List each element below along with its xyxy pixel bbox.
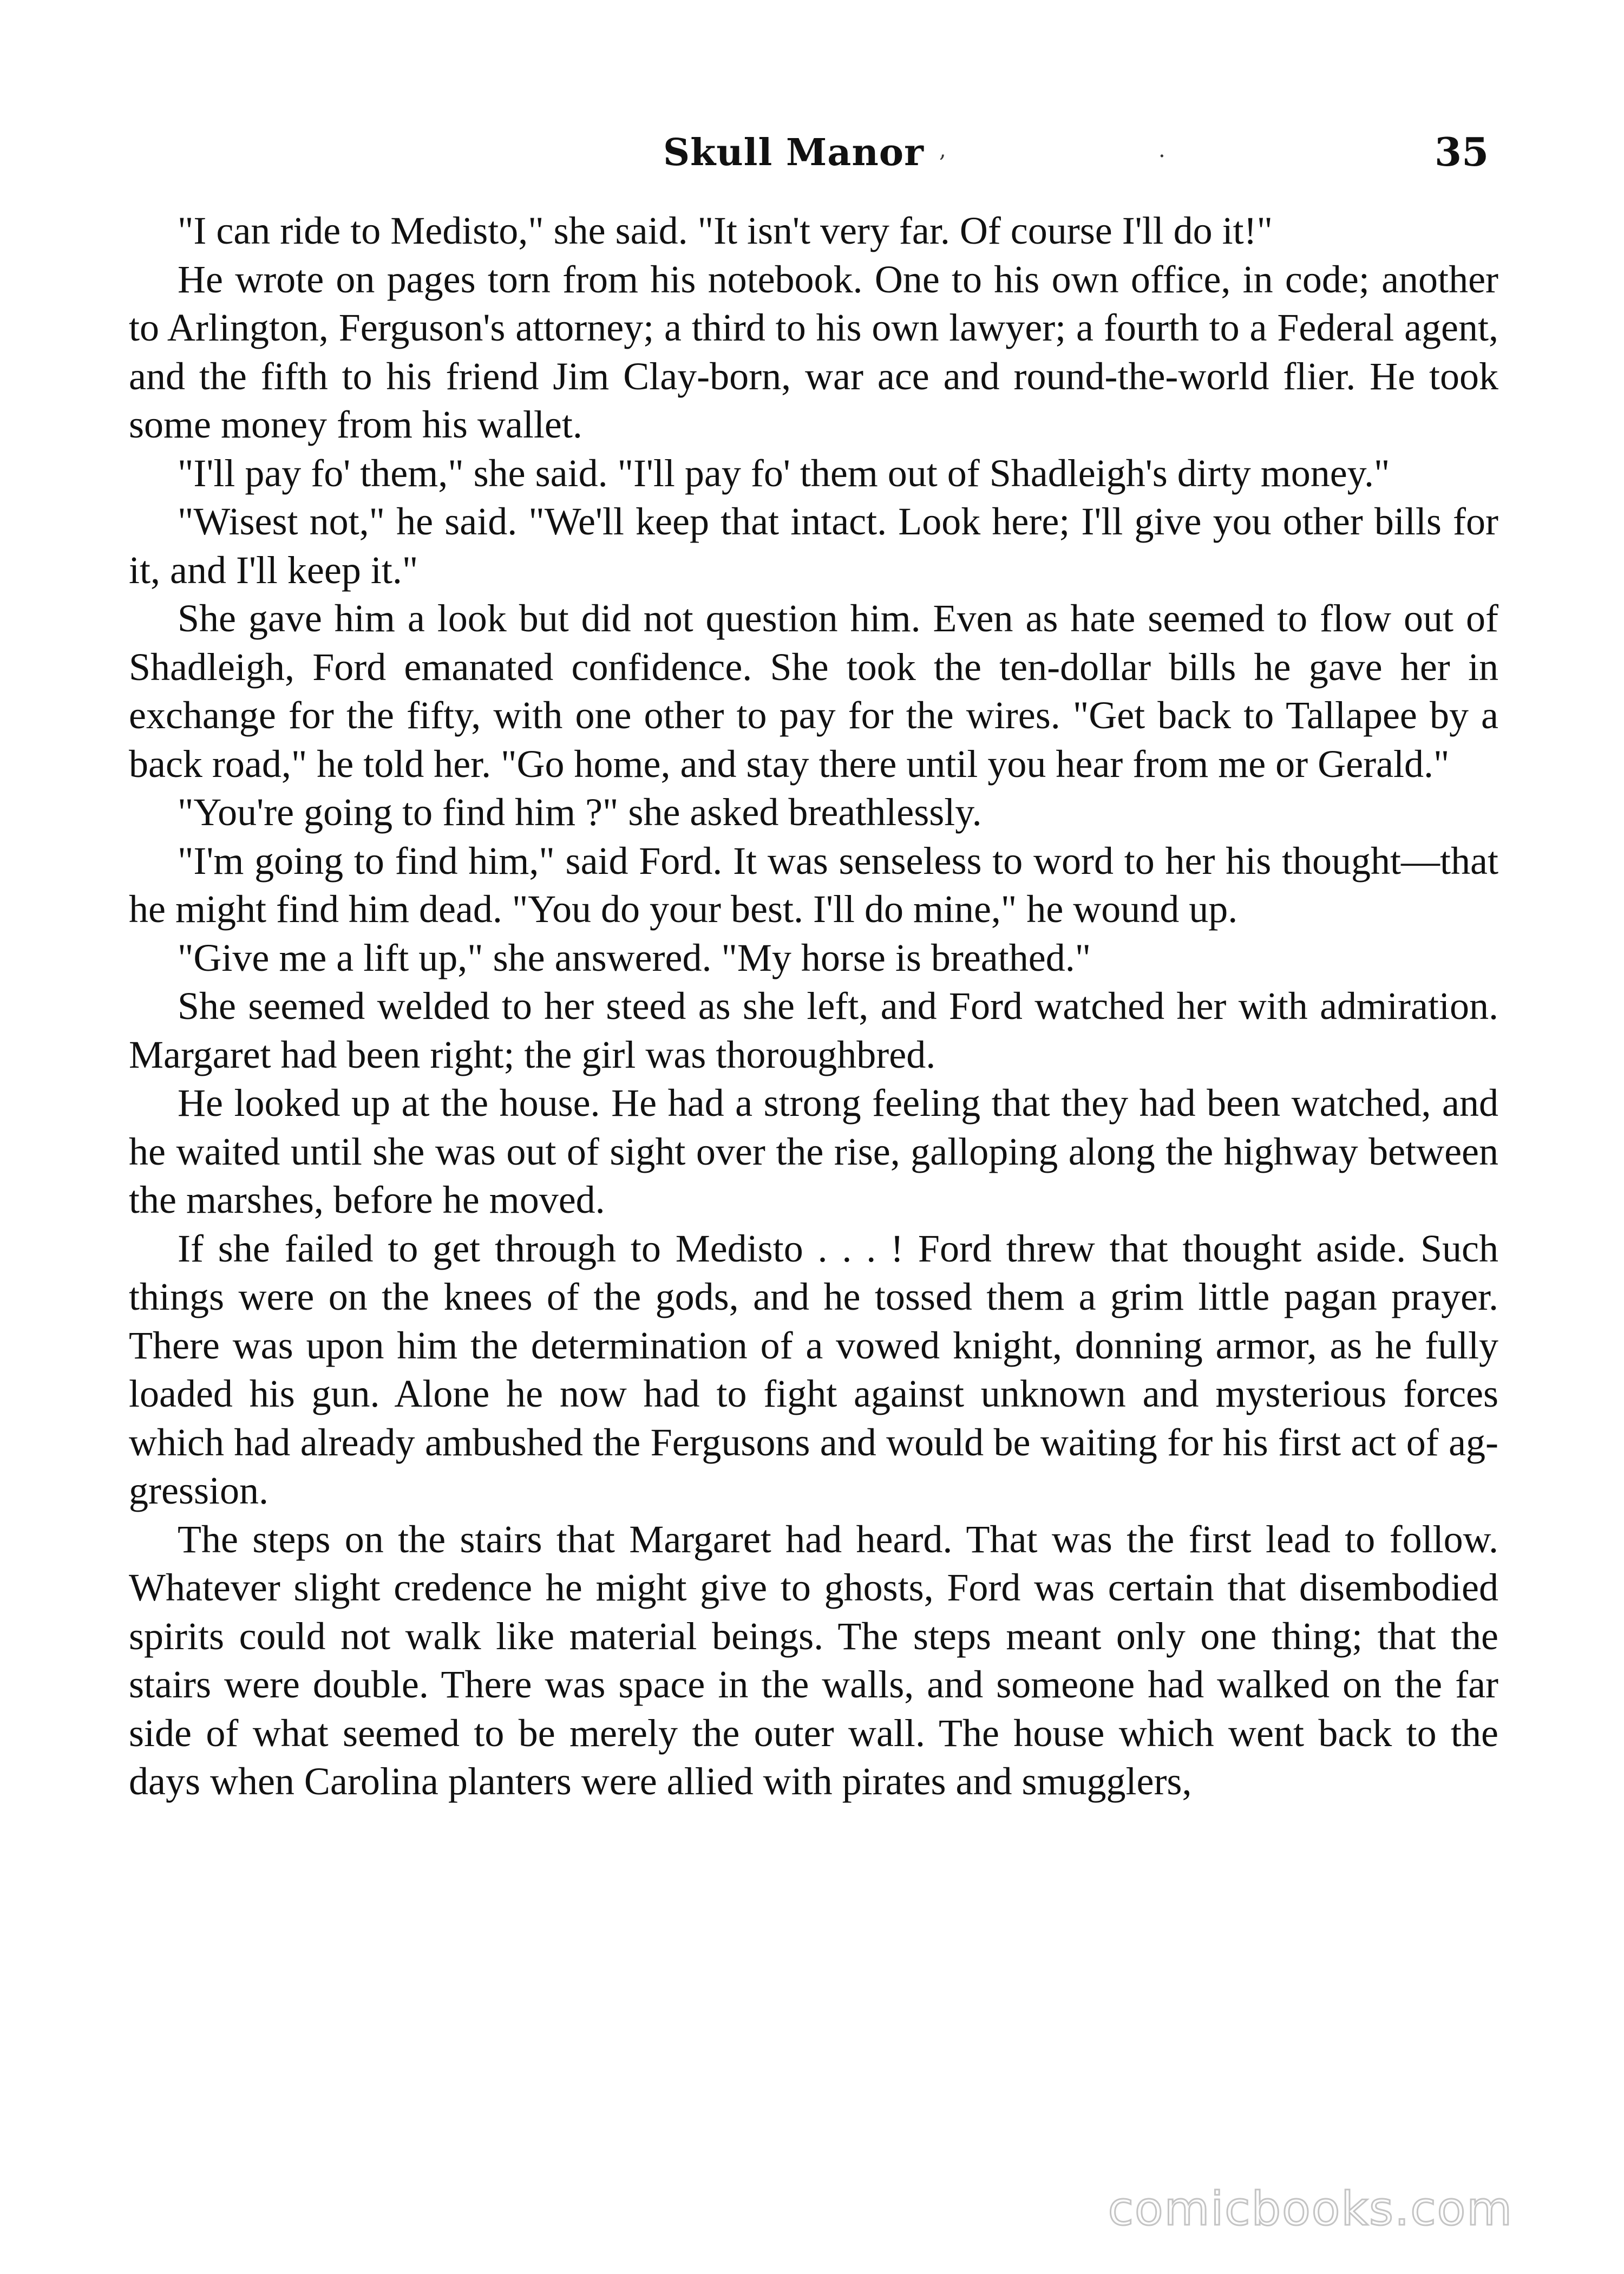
paragraph: "Wisest not," he said. "We'll keep that intact. Look here; I'll give you other bills for it, and I'll keep it." bbox=[129, 500, 1498, 592]
paragraph: If she failed to get through to Medisto . . . ! Ford threw that thought aside. Such things were on the knees of the gods, and he tossed them a grim little pagan prayer. There was upon him the determination of a vowed knight, donning armor, as he fully loaded his gun. Alone he now had to fight against unknown and mysterious forces which had already ambushed the Fergusons and would be waiting for his first act of ag-gression. bbox=[129, 1226, 1498, 1512]
page-header bbox=[0, 126, 1624, 185]
paragraph: "I can ride to Medisto," she said. "It isn't very far. Of course I'll do it!" bbox=[178, 209, 1273, 252]
body-text bbox=[129, 207, 1498, 1806]
paragraph: "I'll pay fo' them," she said. "I'll pay fo' them out of Shadleigh's dirty money." bbox=[178, 451, 1390, 495]
print-speck-mark: . bbox=[1158, 138, 1165, 162]
paragraph: She seemed welded to her steed as she left, and Ford watched her with admiration. Margaret had been right; the girl was thoroughbred. bbox=[129, 984, 1498, 1076]
site-watermark: comicbooks.com bbox=[1108, 2182, 1513, 2236]
paragraph: He looked up at the house. He had a strong feeling that they had been watched, and he waited until she was out of sight over the rise, galloping along the highway between the marshes, before he moved. bbox=[129, 1081, 1498, 1221]
paragraph: "I'm going to find him," said Ford. It was senseless to word to her his thought—that he might find him dead. "You do your best. I'll do mine," he wound up. bbox=[129, 839, 1498, 931]
paragraph: He wrote on pages torn from his notebook. One to his own office, in code; another to Arlington, Ferguson's attorney; a third to his own lawyer; a fourth to a Federal agent, and the fifth to his friend Jim Clay-born, war ace and round-the-world flier. He took some money from his wallet. bbox=[129, 257, 1498, 446]
paragraph: The steps on the stairs that Margaret had heard. That was the first lead to follow. Whatever slight credence he might give to ghosts, Ford was certain that disembodied spirits could not walk like material beings. The steps meant only one thing; that the stairs were double. There was space in the walls, and someone had walked on the far side of what seemed to be merely the outer wall. The house which went back to the days when Carolina planters were allied with pirates and smugglers, bbox=[129, 1517, 1498, 1803]
running-title: Skull Manor bbox=[663, 131, 924, 174]
print-speck-mark: , bbox=[939, 138, 946, 162]
paragraph: "You're going to find him ?" she asked breathlessly. bbox=[178, 790, 982, 834]
page-number: 35 bbox=[1435, 129, 1489, 175]
paragraph: She gave him a look but did not question him. Even as hate seemed to flow out of Shadleigh, Ford emanated confidence. She took the ten-dollar bills he gave her in exchange for the fifty, with one other to pay for the wires. "Get back to Tallapee by a back road," he told her. "Go home, and stay there until you hear from me or Gerald." bbox=[129, 597, 1498, 786]
paragraph: "Give me a lift up," she answered. "My horse is breathed." bbox=[178, 936, 1091, 979]
